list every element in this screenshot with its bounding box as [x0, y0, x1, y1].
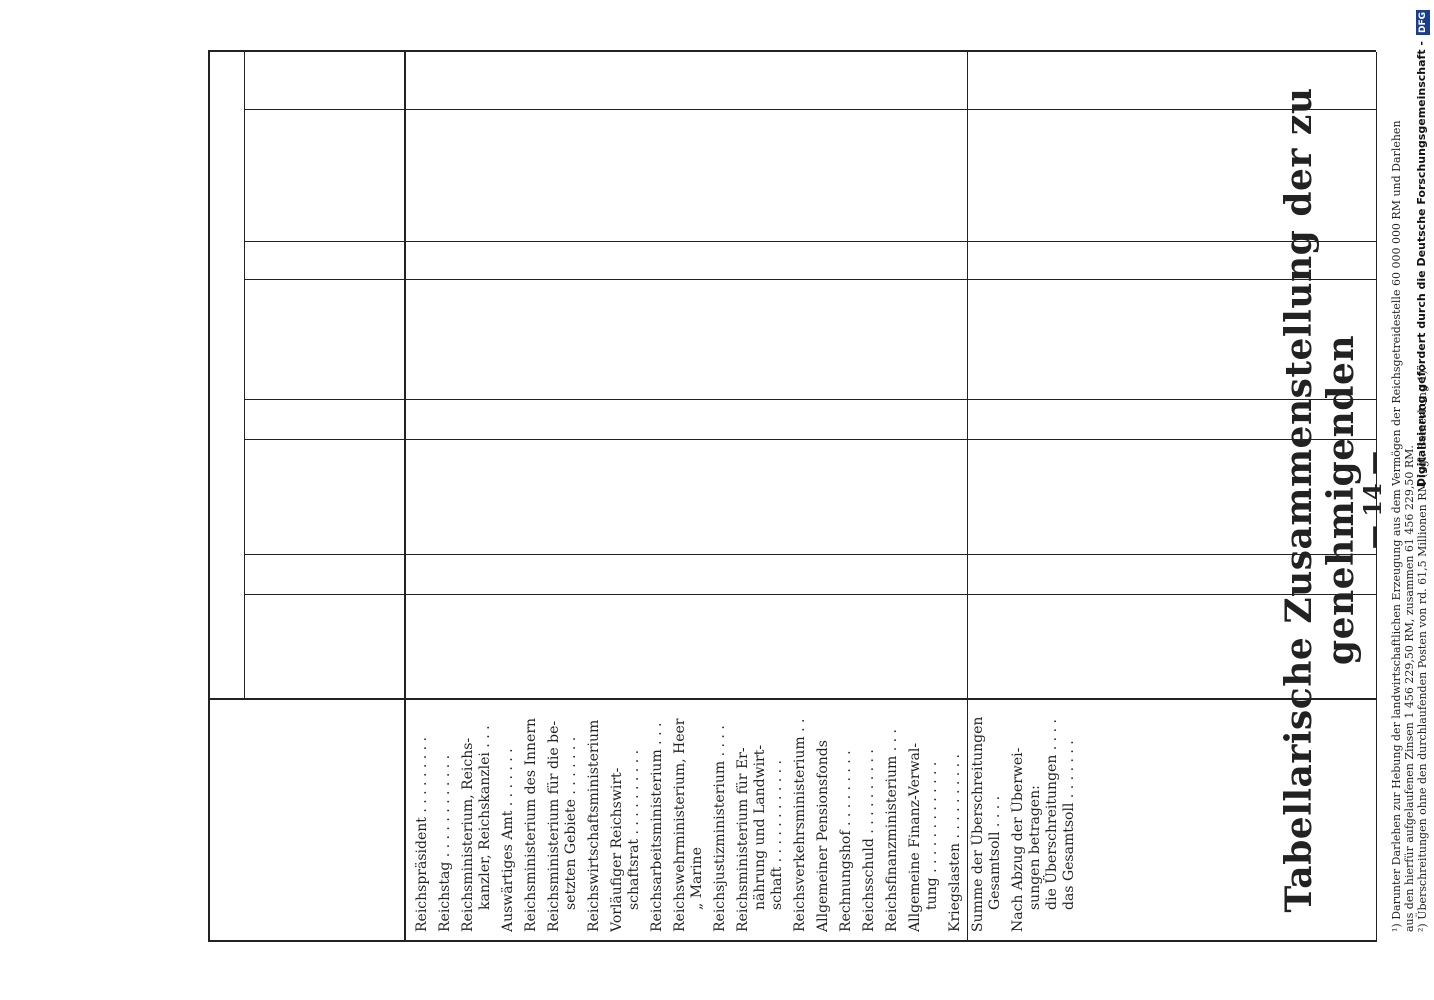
row-8-label [649, 700, 666, 932]
summary-1-label-line: sungen betragen: [1027, 785, 1043, 910]
row-0-label-line: Reichspräsident . . . . . . . . . [414, 736, 430, 932]
row-2-label-line: Reichsministerium, Reichs- [460, 737, 476, 932]
row-9-label [672, 700, 706, 932]
page-number: — 14 — [1358, 450, 1387, 550]
row-7-label [609, 700, 643, 932]
summary-0-label-line: Summe der Überschreitungen [970, 716, 986, 932]
column-rule-2 [244, 594, 1376, 595]
footnote-line: aus den hierfür aufgelaufenen Zinsen 1 456 229,50 RM, zusammen 61 456 229,50 RM. [1403, 445, 1416, 932]
footnote-line: ¹) Darunter Darlehen zur Hebung der landwirtschaftlichen Erzeugung aus dem Vermögen der Reichsgetreidestelle 60 000 000 RM und Darlehen [1390, 120, 1403, 932]
row-5-label [546, 700, 580, 932]
row-11-label [735, 700, 786, 932]
summary-0-label [970, 700, 1004, 932]
row-4-label [523, 700, 540, 932]
summary-0-label-line: Gesamtsoll . . . . [987, 795, 1003, 910]
row-16-label [884, 700, 901, 932]
row-7-label-line: schaftsrat . . . . . . . . . . [626, 749, 642, 910]
row-4-label-line: Reichsministerium des Innern [523, 717, 539, 932]
row-3-label [500, 700, 517, 932]
row-18-label-line: Kriegslasten . . . . . . . . . . [947, 753, 963, 932]
summary-1-label-line: das Gesamtsoll . . . . . . . [1061, 740, 1077, 910]
dfg-stamp [1412, 10, 1432, 990]
row-17-label [907, 700, 941, 932]
table-top-rule [208, 52, 210, 942]
row-9-label-line: „ Marine [689, 847, 705, 910]
row-17-label-line: tung . . . . . . . . . . . . . [924, 761, 940, 910]
summary-1-label [1010, 700, 1078, 932]
row-12-label-line: Reichsverkehrsministerium . . [792, 718, 808, 932]
row-5-label-line: Reichsministerium für die be- [546, 720, 562, 932]
row-7-label-line: Vorläufiger Reichswirt- [609, 767, 625, 932]
row-6-label [586, 700, 603, 932]
column-rule-9 [208, 50, 1376, 52]
row-0-label [414, 700, 431, 932]
summary-rule [967, 52, 968, 942]
row-14-label [838, 700, 855, 932]
header-bottom-rule [404, 52, 406, 942]
row-11-label-line: nährung und Landwirt- [752, 744, 768, 910]
row-3-label-line: Auswärtiges Amt . . . . . . . [500, 748, 516, 932]
dfg-logo: DFG [1418, 12, 1428, 34]
table-bottom-rule [1376, 52, 1377, 942]
dfg-stamp-label: Digitalisierung gefördert durch die Deutsche Forschungsgemeinschaft - [1415, 41, 1428, 488]
row-9-label-line: Reichswehrministerium, Heer [672, 718, 688, 932]
row-13-label-line: Allgemeiner Pensionsfonds [815, 740, 831, 932]
row-16-label-line: Reichsfinanzministerium . . . [884, 729, 900, 932]
column-rule-7 [244, 241, 1376, 242]
row-18-label [947, 700, 964, 932]
column-rule-6 [244, 279, 1376, 280]
column-rule-0 [208, 940, 1376, 942]
row-1-label-line: Reichstag . . . . . . . . . . . . [437, 754, 453, 932]
column-rule-8 [244, 109, 1376, 110]
row-13-label [815, 700, 832, 932]
row-12-label [792, 700, 809, 932]
column-rule-4 [244, 439, 1376, 440]
summary-1-label-line: Nach Abzug der Überwei- [1010, 747, 1026, 932]
row-11-label-line: Reichsministerium für Er- [735, 747, 751, 932]
row-15-label-line: Reichsschuld . . . . . . . . . . [861, 749, 877, 932]
row-2-label [460, 700, 494, 932]
row-14-label-line: Rechnungshof . . . . . . . . . [838, 750, 854, 932]
row-17-label-line: Allgemeine Finanz-Verwal- [907, 742, 923, 932]
row-15-label [861, 700, 878, 932]
row-10-label-line: Reichsjustizministerium . . . . [712, 725, 728, 932]
row-6-label-line: Reichswirtschaftsministerium [586, 719, 602, 932]
row-2-label-line: kanzler, Reichskanzlei . . . [477, 725, 493, 910]
row-5-label-line: setzten Gebiete . . . . . . . [563, 736, 579, 910]
footnote-line: ²) Überschreitungen ohne den durchlaufenden Posten von rd. 61,5 Millionen RM (vgl. Bemerkung 1). [1416, 366, 1429, 932]
page-title: Tabellarische Zusammenstellung der zu genehmigenden [1278, 87, 1362, 913]
row-1-label [437, 700, 454, 932]
row-10-label [712, 700, 729, 932]
column-rule-5 [244, 399, 1376, 400]
row-8-label-line: Reichsarbeitsministerium . . . [649, 722, 665, 932]
column-rule-3 [244, 554, 1376, 555]
summary-1-label-line: die Überschreitungen . . . . [1044, 719, 1060, 910]
dfg-stamp-text [1412, 10, 1432, 990]
subheader-rule [244, 52, 245, 700]
row-11-label-line: schaft . . . . . . . . . . . . [769, 759, 785, 910]
